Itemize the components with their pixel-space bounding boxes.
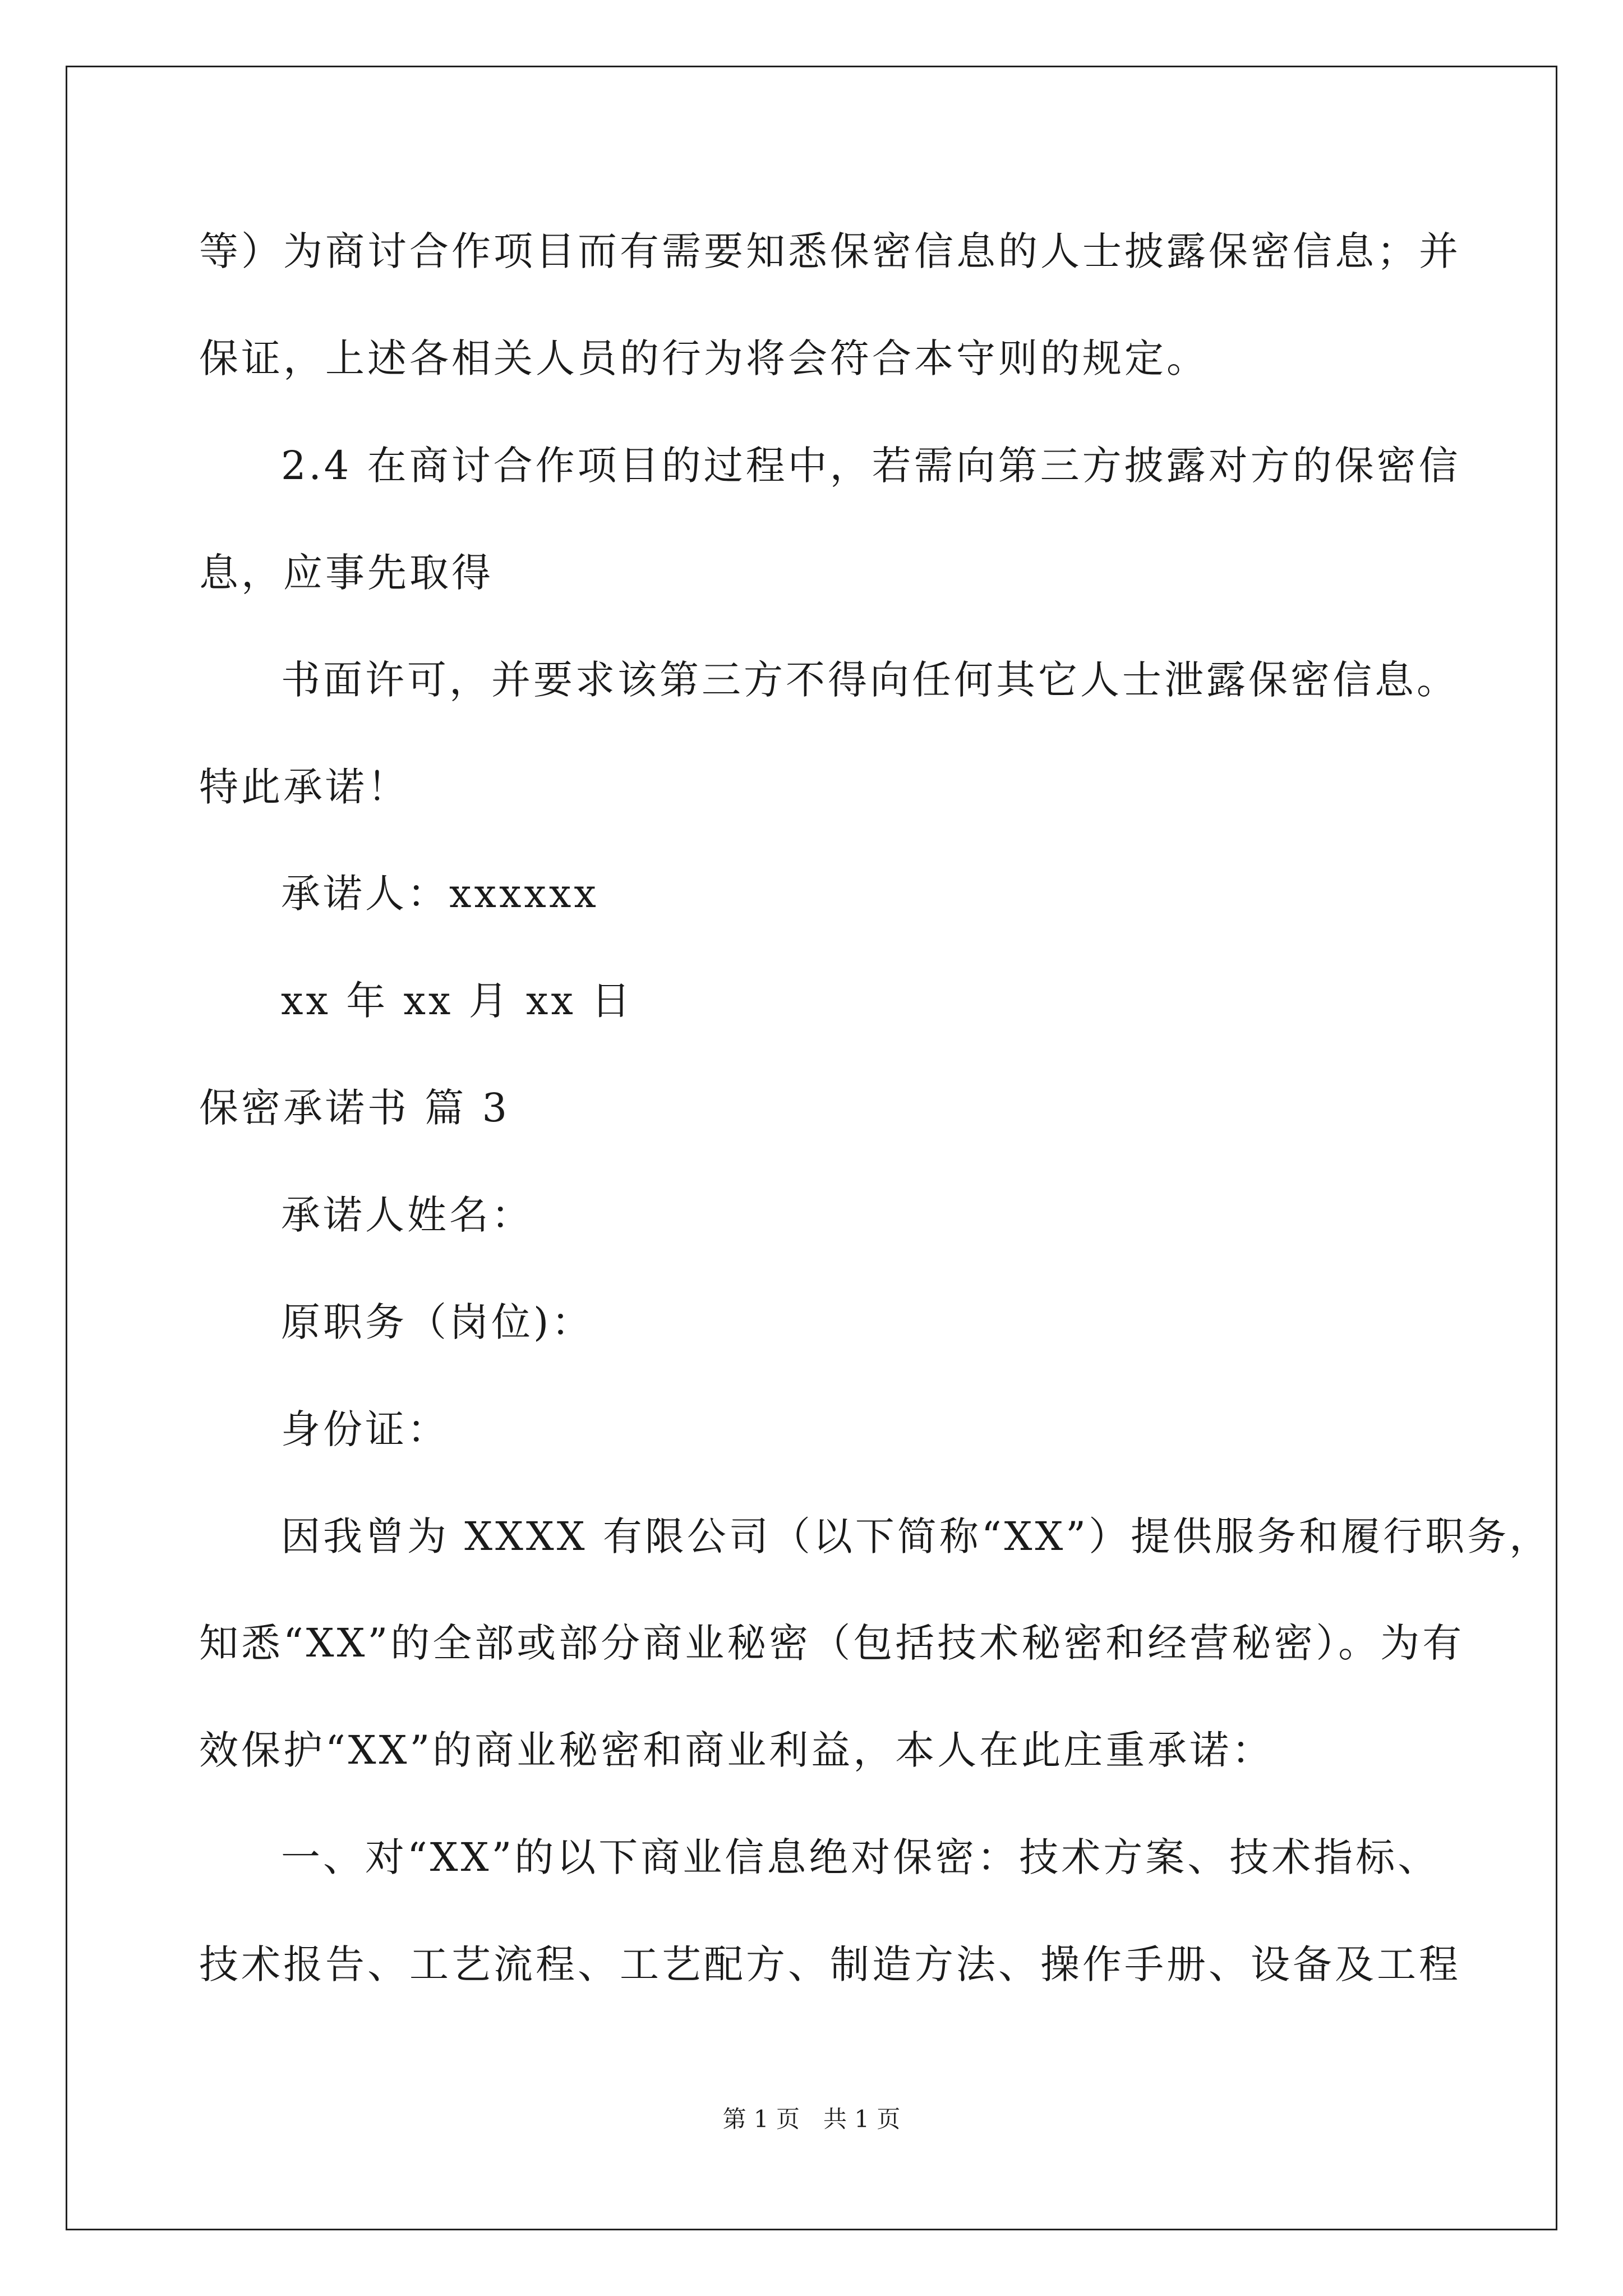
section-heading: 保密承诺书 篇 3 <box>199 1085 510 1131</box>
paragraph-line: 保证，上述各相关人员的行为将会符合本守则的规定。 <box>199 335 1209 381</box>
form-field-id: 身份证： <box>281 1406 449 1452</box>
form-field-name: 承诺人姓名： <box>281 1192 533 1238</box>
signatory-line: 承诺人：xxxxxx <box>281 871 599 917</box>
paragraph-line: 等）为商讨合作项目而有需要知悉保密信息的人士披露保密信息；并 <box>199 228 1461 274</box>
paragraph-line: 特此承诺！ <box>199 764 409 810</box>
paragraph-line: 息，应事先取得 <box>199 550 494 596</box>
paragraph-line: 技术报告、工艺流程、工艺配方、制造方法、操作手册、设备及工程 <box>199 1941 1461 1987</box>
page-number-footer: 第 1 页 共 1 页 <box>722 2105 901 2133</box>
paragraph-line: 书面许可，并要求该第三方不得向任何其它人士泄露保密信息。 <box>281 657 1459 703</box>
paragraph-line: 2.4 在商讨合作项目的过程中，若需向第三方披露对方的保密信 <box>281 443 1461 489</box>
paragraph-line: 效保护“XX”的商业秘密和商业利益，本人在此庄重承诺： <box>199 1727 1274 1773</box>
page-border <box>66 66 1557 2230</box>
form-field-position: 原职务（岗位)： <box>281 1299 594 1345</box>
paragraph-line: 因我曾为 XXXX 有限公司（以下简称“XX”）提供服务和履行职务， <box>281 1513 1552 1559</box>
paragraph-line: 知悉“XX”的全部或部分商业秘密（包括技术秘密和经营秘密）。为有 <box>199 1620 1465 1666</box>
paragraph-line: 一、对“XX”的以下商业信息绝对保密：技术方案、技术指标、 <box>281 1834 1440 1880</box>
date-line: xx 年 xx 月 xx 日 <box>281 978 634 1024</box>
